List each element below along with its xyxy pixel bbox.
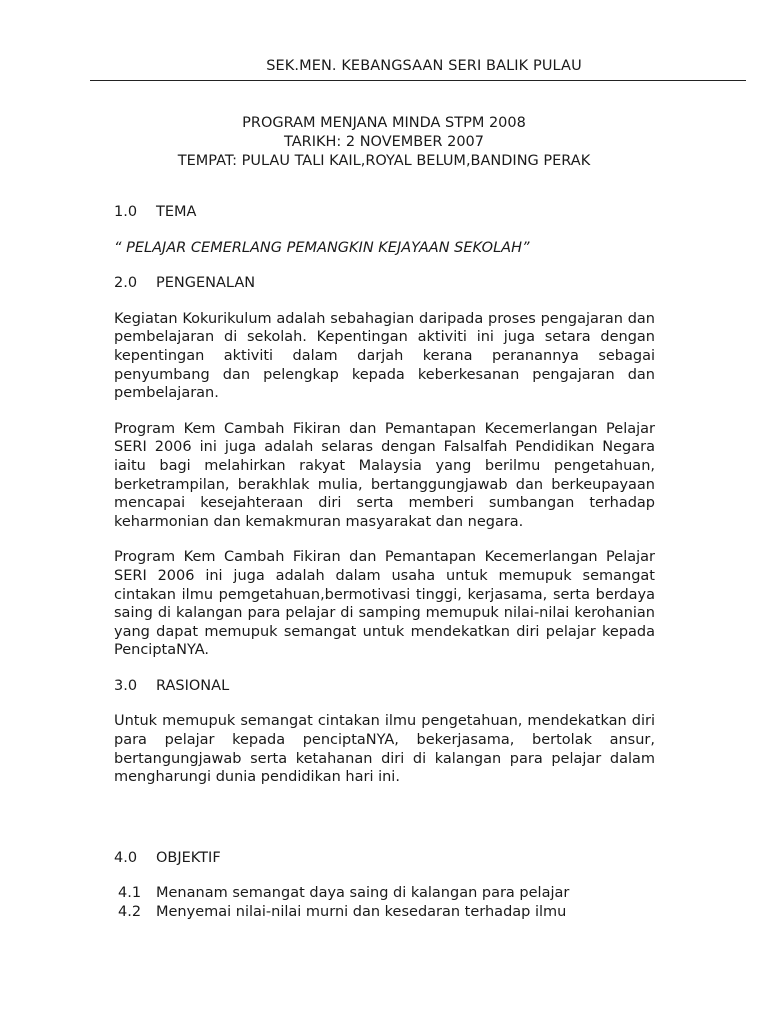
item-number: 4.2 xyxy=(118,904,142,921)
paragraph: Program Kem Cambah Fikiran dan Pemantapan Kecemerlangan Pelajar SERI 2006 ini juga adalah dalam usaha untuk memupuk semangat cintakan ilmu pemgetahuan,bermotivasi tinggi, kerjasama, serta berdaya saing di kalangan para pelajar di samping memupuk nilai-nilai kerohanian yang dapat memupuk semangat untuk mendekatkan diri pelajar kepada PenciptaNYA. xyxy=(114,549,655,659)
theme-quote: “ PELAJAR CEMERLANG PEMANGKIN KEJAYAAN SEKOLAH” xyxy=(114,239,530,256)
section-title: PENGENALAN xyxy=(156,275,256,292)
program-venue: TEMPAT: PULAU TALI KAIL,ROYAL BELUM,BANDING PERAK xyxy=(177,153,591,169)
title-block xyxy=(0,114,768,171)
section-number: 4.0 xyxy=(114,849,138,866)
section-heading-tema xyxy=(114,203,655,222)
item-text: Menanam semangat daya saing di kalangan para pelajar xyxy=(156,885,570,902)
list-item xyxy=(114,903,655,922)
header-divider xyxy=(90,80,746,81)
section-number: 3.0 xyxy=(114,677,138,694)
section-heading-pengenalan xyxy=(114,274,655,293)
section-title: OBJEKTIF xyxy=(156,849,221,866)
objective-list xyxy=(114,884,655,921)
program-title: PROGRAM MENJANA MINDA STPM 2008 xyxy=(242,115,526,131)
paragraph: Kegiatan Kokurikulum adalah sebahagian daripada proses pengajaran dan pembelajaran di sekolah. Kepentingan aktiviti ini juga setara dengan kepentingan aktiviti dalam darjah kerana peranannya sebagai penyumbang dan pelengkap kepada keberkesanan pengajaran dan pembelajaran. xyxy=(114,310,655,402)
paragraph: Program Kem Cambah Fikiran dan Pemantapan Kecemerlangan Pelajar SERI 2006 ini juga adalah selaras dengan Falsalfah Pendidikan Negara iaitu bagi melahirkan rakyat Malaysia yang berilmu pengetahuan, berketrampilan, berakhlak mulia, bertanggungjawab dan berkeupayaan mencapai kesejahteraan diri serta memberi sumbangan terhadap keharmonian dan kemakmuran masyarakat dan negara. xyxy=(114,420,655,530)
section-title: RASIONAL xyxy=(156,677,230,694)
section-number: 2.0 xyxy=(114,275,138,292)
document-body xyxy=(114,203,655,922)
section-heading-objektif xyxy=(114,849,655,868)
paragraph: Untuk memupuk semangat cintakan ilmu pengetahuan, mendekatkan diri para pelajar kepada penciptaNYA, bekerjasama, bertolak ansur, bertangungjawab serta ketahanan diri di kalangan para pelajar dalam mengharungi dunia pendidikan hari ini. xyxy=(114,713,655,786)
section-number: 1.0 xyxy=(114,204,138,220)
school-header: SEK.MEN. KEBANGSAAN SERI BALIK PULAU xyxy=(266,58,582,74)
list-item xyxy=(114,884,655,903)
section-title: TEMA xyxy=(156,204,197,220)
program-date: TARIKH: 2 NOVEMBER 2007 xyxy=(283,134,485,150)
section-heading-rasional xyxy=(114,677,655,696)
item-number: 4.1 xyxy=(118,885,142,902)
item-text: Menyemai nilai-nilai murni dan kesedaran terhadap ilmu xyxy=(156,904,567,921)
